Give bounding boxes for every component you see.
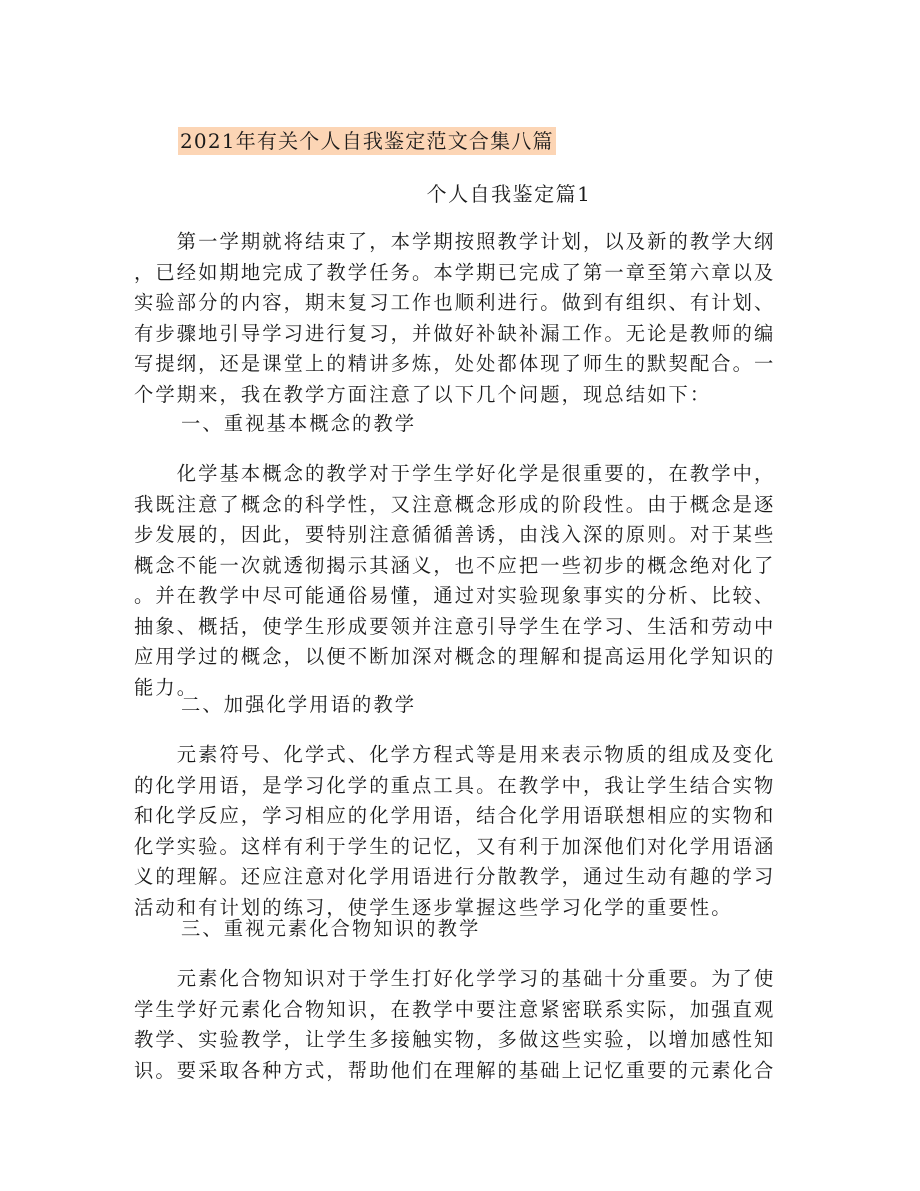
text-line: 个学期来，我在教学方面注意了以下几个问题，现总结如下： xyxy=(134,382,712,406)
text-line: 和化学反应，学习相应的化学用语，结合化学用语联想相应的实物和 xyxy=(134,804,776,827)
text-line: 应用学过的概念，以便不断加深对概念的理解和提高运用化学知识的 xyxy=(134,645,776,668)
heading-2: 二、加强化学用语的教学 xyxy=(181,693,417,716)
text-line: 教学、实验教学，让学生多接触实物，多做这些实验，以增加感性知 xyxy=(134,1028,776,1051)
section-title: 个人自我鉴定篇1 xyxy=(426,182,592,206)
section-1-paragraph xyxy=(134,459,784,703)
text-line: 。并在教学中尽可能通俗易懂，通过对实验现象事实的分析、比较、 xyxy=(134,584,776,607)
text-line: 化学基本概念的教学对于学生学好化学是很重要的，在教学中， xyxy=(134,462,776,485)
text-line: 学生学好元素化合物知识，在教学中要注意紧密联系实际，加强直观 xyxy=(134,997,776,1021)
text-line: 概念不能一次就透彻揭示其涵义，也不应把一些初步的概念绝对化了 xyxy=(134,553,776,577)
text-line: 有步骤地引导学习进行复习，并做好补缺补漏工作。无论是教师的编 xyxy=(134,321,776,345)
section-2-paragraph xyxy=(134,740,784,923)
text-line: 步发展的，因此，要特别注意循循善诱，由浅入深的原则。对于某些 xyxy=(134,523,776,546)
intro-paragraph xyxy=(134,227,784,410)
text-line: 元素化合物知识对于学生打好化学学习的基础十分重要。为了使 xyxy=(134,967,776,990)
text-line: 识。要采取各种方式，帮助他们在理解的基础上记忆重要的元素化合 xyxy=(134,1058,776,1082)
heading-3: 三、重视元素化合物知识的教学 xyxy=(181,917,481,940)
section-3-paragraph xyxy=(134,964,784,1086)
text-line: 的化学用语，是学习化学的重点工具。在教学中，我让学生结合实物 xyxy=(134,773,776,797)
document-title: 2021年有关个人自我鉴定范文合集八篇 xyxy=(180,129,554,153)
heading-1: 一、重视基本概念的教学 xyxy=(181,412,417,435)
text-line: 第一学期就将结束了，本学期按照教学计划，以及新的教学大纲 xyxy=(134,230,776,253)
text-line: 化学实验。这样有利于学生的记忆，又有利于加深他们对化学用语涵 xyxy=(134,834,776,858)
text-line: 实验部分的内容，期末复习工作也顺利进行。做到有组织、有计划、 xyxy=(134,291,776,314)
text-line: 抽象、概括，使学生形成要领并注意引导学生在学习、生活和劳动中 xyxy=(134,614,776,638)
text-line: 能力。 xyxy=(134,675,199,699)
text-line: 元素符号、化学式、化学方程式等是用来表示物质的组成及变化 xyxy=(134,743,776,766)
text-line: 义的理解。还应注意对化学用语进行分散教学，通过生动有趣的学习 xyxy=(134,865,776,888)
text-line: ，已经如期地完成了教学任务。本学期已完成了第一章至第六章以及 xyxy=(134,260,776,284)
text-line: 我既注意了概念的科学性，又注意概念形成的阶段性。由于概念是逐 xyxy=(134,492,776,516)
text-line: 活动和有计划的练习，使学生逐步掌握这些学习化学的重要性。 xyxy=(134,895,733,919)
text-line: 写提纲，还是课堂上的精讲多炼，处处都体现了师生的默契配合。一 xyxy=(134,352,776,375)
